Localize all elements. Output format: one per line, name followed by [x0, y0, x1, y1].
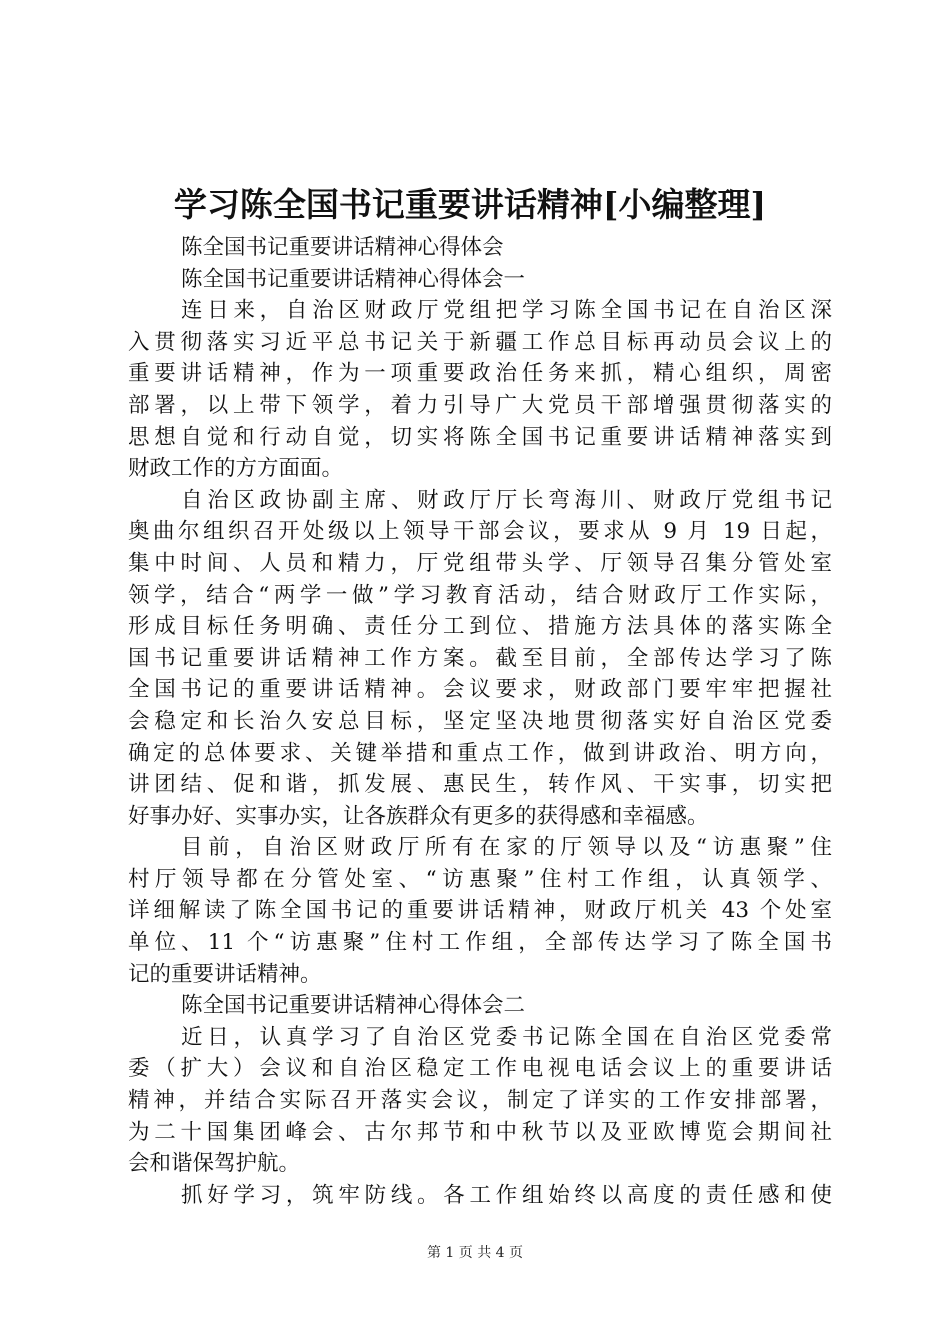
- page-footer: 第 1 页 共 4 页: [426, 1245, 524, 1261]
- text-line: 重要讲话精神，作为一项重要政治任务来抓，精心组织，周密: [128, 361, 832, 387]
- text-line: 思想自觉和行动自觉，切实将陈全国书记重要讲话精神落实到: [128, 424, 832, 450]
- text-line: 全国书记的重要讲话精神。会议要求，财政部门要牢牢把握社: [128, 677, 832, 703]
- text-line: 陈全国书记重要讲话精神心得体会: [181, 235, 504, 260]
- document-title: 学习陈全国书记重要讲话精神[小编整理]: [173, 185, 767, 224]
- text-line: 目前，自治区财政厅所有在家的厅领导以及“访惠聚”住: [181, 835, 832, 861]
- text-line: 陈全国书记重要讲话精神心得体会一: [181, 266, 526, 292]
- text-line: 村厅领导都在分管处室、“访惠聚”住村工作组，认真领学、: [128, 866, 832, 892]
- text-line: 连日来，自治区财政厅党组把学习陈全国书记在自治区深: [181, 298, 832, 324]
- text-line: 陈全国书记重要讲话精神心得体会二: [181, 993, 526, 1019]
- text-line: 详细解读了陈全国书记的重要讲话精神，财政厅机关 43 个处室: [128, 898, 832, 924]
- text-line: 入贯彻落实习近平总书记关于新疆工作总目标再动员会议上的: [128, 329, 832, 355]
- text-line: 委（扩大）会议和自治区稳定工作电视电话会议上的重要讲话: [128, 1056, 832, 1082]
- document-body: [128, 232, 832, 1211]
- text-line: 自治区政协副主席、财政厅厅长弯海川、财政厅党组书记: [181, 487, 832, 513]
- text-line: 形成目标任务明确、责任分工到位、措施方法具体的落实陈全: [128, 614, 832, 640]
- text-line: 财政工作的方方面面。: [128, 456, 344, 482]
- text-line: 抓好学习，筑牢防线。各工作组始终以高度的责任感和使: [181, 1182, 832, 1208]
- text-line: 奥曲尔组织召开处级以上领导干部会议，要求从 9 月 19 日起，: [128, 519, 832, 545]
- text-line: 讲团结、促和谐，抓发展、惠民生，转作风、干实事，切实把: [128, 772, 832, 798]
- text-line: 集中时间、人员和精力，厅党组带头学、厅领导召集分管处室: [128, 550, 832, 576]
- text-line: 为二十国集团峰会、古尔邦节和中秋节以及亚欧博览会期间社: [128, 1119, 832, 1145]
- text-line: 确定的总体要求、关键举措和重点工作，做到讲政治、明方向，: [128, 740, 832, 766]
- text-line: 好事办好、实事办实，让各族群众有更多的获得感和幸福感。: [128, 803, 709, 829]
- text-line: 单位、11 个“访惠聚”住村工作组，全部传达学习了陈全国书: [128, 930, 832, 956]
- text-line: 会稳定和长治久安总目标，坚定坚决地贯彻落实好自治区党委: [128, 708, 832, 734]
- text-line: 部署，以上带下领学，着力引导广大党员干部增强贯彻落实的: [128, 392, 832, 418]
- text-line: 近日，认真学习了自治区党委书记陈全国在自治区党委常: [181, 1024, 832, 1050]
- text-line: 领学，结合“两学一做”学习教育活动，结合财政厅工作实际，: [128, 582, 832, 608]
- text-line: 国书记重要讲话精神工作方案。截至目前，全部传达学习了陈: [128, 645, 832, 671]
- text-line: 精神，并结合实际召开落实会议，制定了详实的工作安排部署，: [128, 1088, 832, 1114]
- text-line: 会和谐保驾护航。: [128, 1151, 301, 1177]
- text-line: 记的重要讲话精神。: [128, 961, 322, 987]
